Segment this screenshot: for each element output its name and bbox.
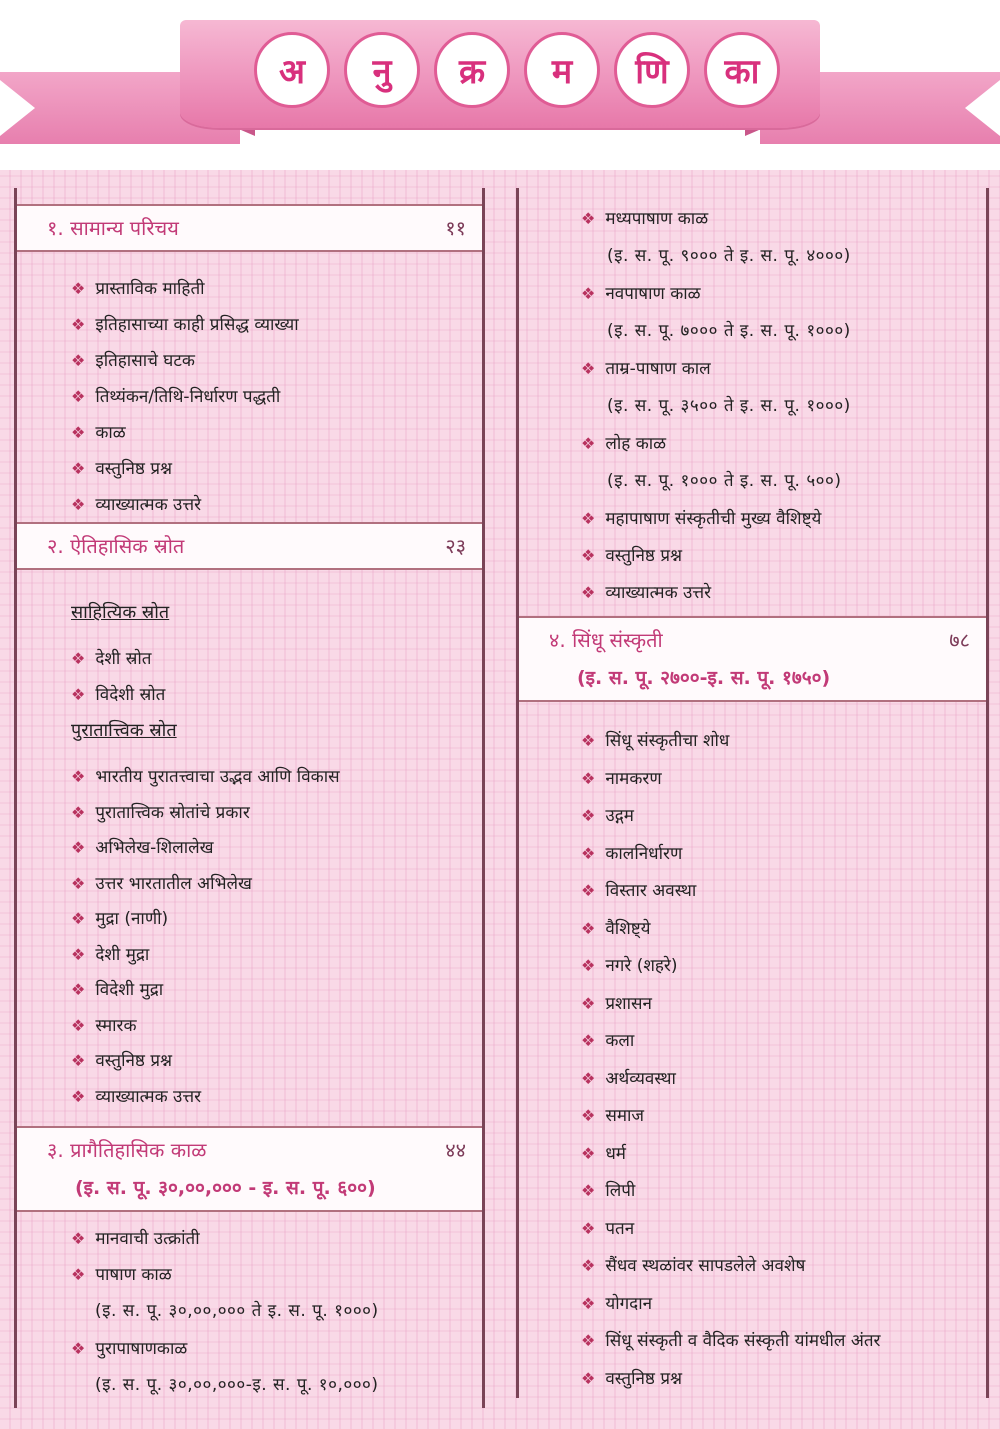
bullet-icon: ❖	[71, 980, 86, 999]
toc-item[interactable]	[71, 646, 152, 669]
bullet-icon: ❖	[71, 1015, 86, 1035]
toc-item-label: देशी स्रोत	[95, 649, 152, 669]
bullet-icon: ❖	[581, 1368, 596, 1388]
bullet-icon: ❖	[71, 495, 86, 514]
bullet-icon: ❖	[581, 1256, 596, 1275]
toc-item-label: काळ	[95, 423, 126, 443]
toc-item-label: धर्म	[605, 1143, 626, 1164]
bullet-icon: ❖	[71, 1339, 86, 1358]
toc-item[interactable]	[581, 1216, 634, 1239]
toc-item-label: महापाषाण संस्कृतीची मुख्य वैशिष्ट्ये	[605, 509, 822, 529]
date-range: (इ. स. पू. ३५०० ते इ. स. पू. १०००)	[607, 396, 851, 416]
toc-item-label: वस्तुनिष्ठ प्रश्न	[605, 546, 683, 566]
date-range: (इ. स. पू. ७००० ते इ. स. पू. १०००)	[607, 321, 851, 341]
bullet-icon: ❖	[581, 1218, 596, 1238]
bullet-icon: ❖	[71, 873, 86, 893]
bullet-icon: ❖	[581, 359, 596, 378]
toc-item[interactable]	[71, 682, 165, 705]
toc-item-label: लिपी	[605, 1181, 636, 1201]
toc-item-label: उद्गम	[605, 806, 634, 826]
bullet-icon: ❖	[71, 1265, 86, 1284]
toc-item-label: व्याख्यात्मक उत्तर	[95, 1086, 202, 1107]
subheading-literary: साहित्यिक स्रोत	[71, 602, 170, 623]
bullet-icon: ❖	[581, 1106, 596, 1125]
toc-item-label: वस्तुनिष्ठ प्रश्न	[605, 1368, 683, 1389]
toc-item[interactable]	[581, 1328, 880, 1351]
bullet-icon: ❖	[581, 731, 596, 750]
title-letter: णि	[614, 32, 690, 108]
bullet-icon: ❖	[71, 351, 86, 370]
toc-item[interactable]	[581, 431, 666, 454]
section-2-header[interactable]	[17, 522, 482, 570]
bullet-icon: ❖	[581, 993, 596, 1013]
bullet-icon: ❖	[581, 1031, 596, 1050]
toc-item-label: पतन	[605, 1218, 635, 1239]
toc-item-label: विस्तार अवस्था	[605, 881, 697, 901]
toc-item-label: नवपाषाण काळ	[605, 284, 701, 304]
toc-item[interactable]	[581, 580, 711, 603]
section-title: ४. सिंधू संस्कृती	[549, 628, 663, 652]
section-1-header[interactable]	[17, 204, 482, 252]
toc-item[interactable]	[581, 803, 634, 826]
section-title: १. सामान्य परिचय	[47, 216, 179, 240]
title-banner	[0, 0, 1000, 170]
toc-item-label: नामकरण	[605, 768, 662, 789]
toc-item[interactable]	[581, 356, 711, 379]
toc-item-label: व्याख्यात्मक उत्तरे	[605, 583, 712, 603]
toc-item[interactable]	[71, 492, 201, 515]
date-range: (इ. स. पू. ९००० ते इ. स. पू. ४०००)	[607, 246, 851, 266]
toc-item-label: इतिहासाचे घटक	[95, 351, 195, 371]
toc-item-label: विदेशी मुद्रा	[95, 980, 164, 1000]
toc-item[interactable]	[71, 977, 163, 1000]
bullet-icon: ❖	[581, 284, 596, 303]
toc-item[interactable]	[581, 206, 708, 229]
title-letter: अ	[254, 32, 330, 108]
toc-item[interactable]	[581, 1103, 644, 1126]
title-letter: नु	[344, 32, 420, 108]
toc-item-label: तिथ्यंकन/तिथि-निर्धारण पद्धती	[95, 387, 281, 407]
toc-item[interactable]	[581, 1028, 634, 1051]
toc-item[interactable]	[581, 916, 651, 939]
toc-item[interactable]	[71, 1226, 200, 1249]
toc-item-label: वस्तुनिष्ठ प्रश्न	[95, 459, 173, 479]
toc-item-label: मुद्रा (नाणी)	[95, 909, 169, 929]
toc-item[interactable]	[71, 1048, 172, 1071]
toc-item-label: पाषाण काळ	[95, 1265, 172, 1285]
bullet-icon: ❖	[71, 944, 86, 964]
section-4-header[interactable]	[519, 616, 986, 702]
toc-item[interactable]	[71, 800, 250, 823]
toc-item-label: अभिलेख-शिलालेख	[95, 838, 214, 858]
toc-item-label: पुरापाषाणकाळ	[95, 1339, 188, 1359]
toc-item-label: उत्तर भारतातील अभिलेख	[95, 873, 252, 894]
toc-item-label: नगरे (शहरे)	[605, 956, 678, 976]
page-number: ७८	[949, 628, 970, 652]
toc-item-label: कला	[605, 1031, 635, 1051]
toc-item[interactable]	[581, 1066, 676, 1089]
bullet-icon: ❖	[581, 434, 596, 453]
bullet-icon: ❖	[581, 1068, 596, 1088]
page-number: २३	[445, 534, 466, 558]
bullet-icon: ❖	[581, 843, 596, 863]
bullet-icon: ❖	[581, 881, 596, 900]
toc-item[interactable]	[581, 841, 682, 864]
bullet-icon: ❖	[581, 806, 596, 825]
toc-item[interactable]	[71, 835, 214, 858]
date-range: (इ. स. पू. ३०,००,०००-इ. स. पू. १०,०००)	[95, 1375, 379, 1395]
section-3-header[interactable]	[17, 1126, 482, 1212]
toc-item-label: प्रशासन	[605, 993, 652, 1014]
toc-item[interactable]	[71, 1084, 201, 1107]
title-letter: म	[524, 32, 600, 108]
toc-item[interactable]	[581, 728, 729, 751]
page-title	[254, 32, 780, 108]
toc-item[interactable]	[581, 1141, 626, 1164]
toc-item-label: इतिहासाच्या काही प्रसिद्ध व्याख्या	[95, 315, 299, 335]
toc-item-label: वैशिष्ट्ये	[605, 918, 651, 939]
toc-item-label: लोह काळ	[605, 434, 667, 454]
toc-item[interactable]	[71, 1013, 137, 1036]
toc-item[interactable]	[71, 276, 205, 299]
bullet-icon: ❖	[71, 838, 86, 857]
section-range: (इ. स. पू. २७००-इ. स. पू. १७५०)	[577, 667, 831, 689]
bullet-icon: ❖	[71, 423, 86, 442]
date-range: (इ. स. पू. १००० ते इ. स. पू. ५००)	[607, 471, 842, 491]
date-range: (इ. स. पू. ३०,००,००० ते इ. स. पू. १०००)	[95, 1301, 379, 1321]
title-letter: क्र	[434, 32, 510, 108]
toc-item-label: स्मारक	[95, 1015, 137, 1036]
toc-item[interactable]	[71, 906, 168, 929]
toc-item[interactable]	[581, 506, 821, 529]
toc-item-label: देशी मुद्रा	[95, 944, 150, 965]
bullet-icon: ❖	[581, 918, 596, 938]
bullet-icon: ❖	[581, 583, 596, 602]
toc-item[interactable]	[71, 1336, 187, 1359]
toc-item-label: पुरातात्त्विक स्रोतांचे प्रकार	[95, 802, 250, 823]
bullet-icon: ❖	[581, 768, 596, 788]
bullet-icon: ❖	[71, 279, 86, 298]
subheading-archaeological: पुरातात्त्विक स्रोत	[71, 720, 177, 741]
page-number: ४४	[445, 1138, 466, 1162]
title-letter: का	[704, 32, 780, 108]
bullet-icon: ❖	[71, 1229, 86, 1248]
toc-column-right	[516, 188, 989, 1398]
toc-item[interactable]	[581, 1366, 682, 1389]
bullet-icon: ❖	[71, 1086, 86, 1106]
toc-item[interactable]	[581, 1253, 805, 1276]
toc-item-label: समाज	[605, 1106, 645, 1126]
toc-item-label: ताम्र-पाषाण काल	[605, 359, 711, 379]
toc-item-label: अर्थव्यवस्था	[605, 1068, 676, 1089]
toc-item-label: वस्तुनिष्ठ प्रश्न	[95, 1051, 173, 1071]
toc-item[interactable]	[581, 281, 701, 304]
toc-item[interactable]	[581, 543, 682, 566]
bullet-icon: ❖	[71, 315, 86, 334]
toc-item-label: योगदान	[605, 1293, 653, 1314]
toc-item-label: भारतीय पुरातत्त्वाचा उद्भव आणि विकास	[95, 767, 340, 787]
toc-item[interactable]	[581, 766, 662, 789]
toc-item-label: मध्यपाषाण काळ	[605, 209, 709, 229]
toc-item[interactable]	[71, 312, 299, 335]
toc-item-label: प्रास्ताविक माहिती	[95, 279, 205, 299]
toc-item[interactable]	[581, 1178, 635, 1201]
toc-item[interactable]	[71, 420, 126, 443]
toc-item[interactable]	[71, 1262, 172, 1285]
section-range: (इ. स. पू. ३०,००,००० - इ. स. पू. ६००)	[75, 1177, 376, 1199]
bullet-icon: ❖	[581, 1293, 596, 1313]
toc-column-left	[14, 188, 485, 1408]
toc-item[interactable]	[71, 871, 252, 894]
bullet-icon: ❖	[581, 1181, 596, 1200]
toc-item[interactable]	[71, 764, 340, 787]
toc-item[interactable]	[581, 953, 678, 976]
toc-item[interactable]	[581, 878, 696, 901]
bullet-icon: ❖	[581, 509, 596, 528]
toc-item-label: सिंधू संस्कृतीचा शोध	[605, 731, 730, 751]
bullet-icon: ❖	[581, 956, 596, 975]
bullet-icon: ❖	[581, 1143, 596, 1163]
toc-item[interactable]	[581, 1291, 652, 1314]
toc-item[interactable]	[71, 348, 195, 371]
toc-item[interactable]	[581, 991, 652, 1014]
toc-item-label: कालनिर्धारण	[605, 843, 683, 864]
section-title: २. ऐतिहासिक स्रोत	[47, 534, 185, 558]
bullet-icon: ❖	[71, 802, 86, 822]
toc-item[interactable]	[71, 384, 280, 407]
page-number: ११	[445, 216, 466, 240]
bullet-icon: ❖	[71, 1051, 86, 1070]
bullet-icon: ❖	[71, 909, 86, 928]
toc-item-label: विदेशी स्रोत	[95, 685, 166, 705]
bullet-icon: ❖	[581, 546, 596, 565]
toc-item-label: मानवाची उत्क्रांती	[95, 1229, 200, 1249]
toc-item-label: व्याख्यात्मक उत्तरे	[95, 495, 202, 515]
bullet-icon: ❖	[581, 209, 596, 228]
toc-item-label: सिंधू संस्कृती व वैदिक संस्कृती यांमधील अंतर	[605, 1331, 881, 1351]
section-title: ३. प्रागैतिहासिक काळ	[47, 1138, 207, 1162]
bullet-icon: ❖	[581, 1331, 596, 1350]
bullet-icon: ❖	[71, 767, 86, 786]
toc-item[interactable]	[71, 456, 172, 479]
toc-item[interactable]	[71, 942, 149, 965]
bullet-icon: ❖	[71, 649, 86, 668]
bullet-icon: ❖	[71, 685, 86, 704]
bullet-icon: ❖	[71, 387, 86, 406]
toc-item-label: सैंधव स्थळांवर सापडलेले अवशेष	[605, 1256, 806, 1276]
bullet-icon: ❖	[71, 459, 86, 478]
